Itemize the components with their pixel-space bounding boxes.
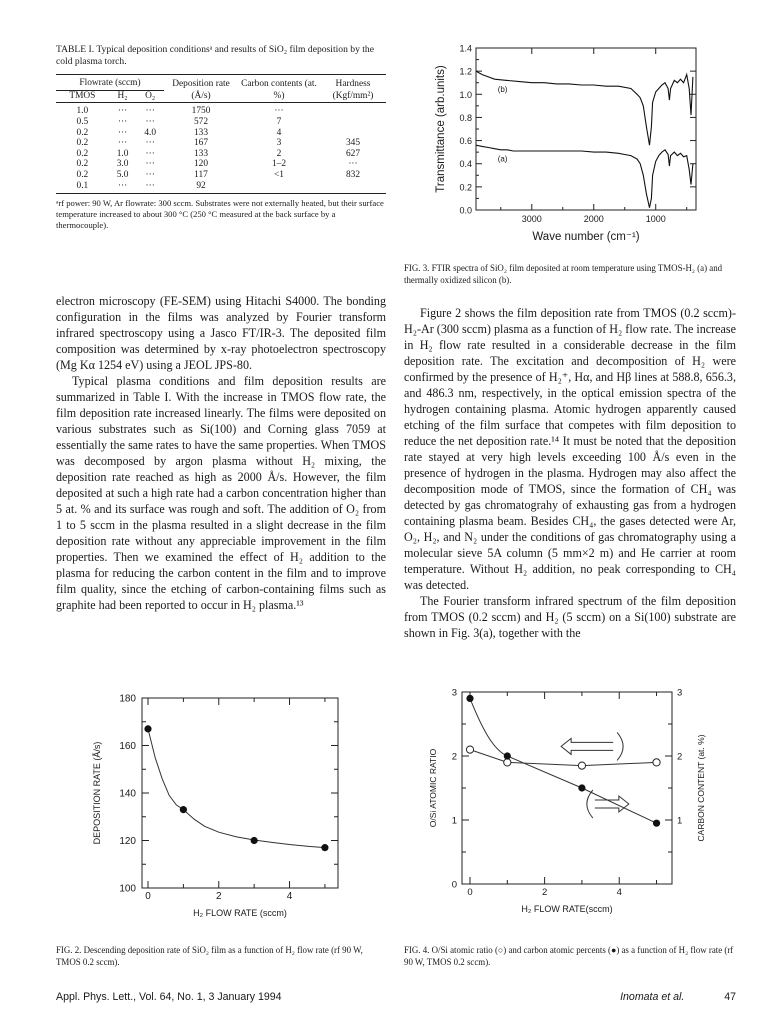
deposition-table bbox=[56, 74, 386, 191]
plot-frame bbox=[462, 692, 672, 884]
x-tick-label: 3000 bbox=[521, 214, 542, 224]
table-cell: 832 bbox=[345, 170, 361, 181]
y-axis-label: DEPOSITION RATE (Å/s) bbox=[92, 741, 102, 845]
x-axis-label: Wave number (cm⁻¹) bbox=[532, 231, 640, 243]
table-cell: 5.0 bbox=[116, 170, 129, 181]
table-cell: ··· bbox=[117, 117, 128, 128]
table-cell: ··· bbox=[145, 138, 155, 149]
fig3-chart bbox=[404, 40, 740, 258]
page-number: 47 bbox=[724, 991, 736, 1003]
y2-tick-label: 2 bbox=[677, 751, 683, 763]
fig4-chart bbox=[420, 680, 720, 935]
table-row bbox=[56, 128, 386, 139]
y-tick-label: 100 bbox=[119, 883, 136, 895]
table-cell: 133 bbox=[193, 127, 209, 138]
series-label-a: (a) bbox=[497, 154, 508, 164]
x-tick-label: 0 bbox=[145, 891, 151, 902]
y-tick-label: 3 bbox=[451, 687, 457, 699]
data-point bbox=[144, 725, 151, 732]
paragraph: Typical plasma conditions and film deposition results are summarized in Table I. With the increase in TMOS flow rate, the film deposition rate increased linearly. The films were deposited on various substrates such as Si(100) and Corning glass 7059 at essentially the same rates to have the same properties. When TMOS was decomposed by argon plasma without H₂ mixing, the deposition rate reached as high as 2000 Å/s. However, the film deposited at such a high rate had a carbon concentration higher than 5 at. % and its surface was rough and soft. The addition of O₂ from 1 to 5 sccm in the plasma resulted in a slight decrease in the film deposition rate without any appreciable improvement in the film properties. Then we examined the effect of H₂ addition to the plasma for reducing the carbon content in the film and to improve film quality, since the etching of carbon-containing films such as graphite had been reported to occur in H₂ plasma.¹³ bbox=[56, 374, 386, 612]
x-tick-label: 4 bbox=[616, 887, 622, 898]
table-cell: ··· bbox=[117, 106, 128, 117]
series-label-b: (b) bbox=[497, 84, 508, 94]
y-tick-label: 120 bbox=[119, 836, 136, 847]
left-column-text bbox=[56, 293, 386, 613]
y-tick-label: 0.4 bbox=[459, 159, 472, 170]
table-cell: ··· bbox=[145, 159, 155, 170]
table-cell: 1–2 bbox=[271, 159, 287, 170]
spectrum-line-a bbox=[476, 145, 693, 208]
table-cell bbox=[320, 128, 386, 139]
y-tick-label: 0.2 bbox=[459, 182, 472, 193]
table-cell: ··· bbox=[145, 106, 155, 117]
oxygen-ratio-line bbox=[470, 750, 657, 766]
y-tick-label: 1.4 bbox=[459, 43, 472, 54]
right-arrow-icon bbox=[595, 796, 629, 812]
x-tick-label: 2000 bbox=[583, 214, 604, 224]
data-point bbox=[180, 806, 187, 813]
table-cell: ··· bbox=[348, 159, 358, 170]
table-cell: ··· bbox=[145, 180, 155, 191]
table-cell: ··· bbox=[117, 180, 128, 191]
y2-tick-label: 1 bbox=[677, 815, 683, 827]
fig3-caption: FIG. 3. FTIR spectra of SiO₂ film deposited at room temperature using TMOS-H₂ (a) and thermally oxidized silicon (b). bbox=[404, 263, 723, 285]
fig2-caption: FIG. 2. Descending deposition rate of SiO₂ film as a function of H₂ flow rate (rf 90 W, TMOS 0.2 sccm). bbox=[56, 945, 363, 967]
table-cell: 0.5 bbox=[76, 117, 89, 128]
table-cell: 120 bbox=[193, 159, 209, 170]
y-tick-label: 0.0 bbox=[459, 205, 472, 216]
table-cell bbox=[238, 181, 320, 192]
table-cell: ··· bbox=[145, 117, 155, 128]
table-row bbox=[56, 181, 386, 192]
table-cell bbox=[320, 103, 386, 117]
table-cell: ··· bbox=[145, 148, 155, 159]
table-cell bbox=[320, 181, 386, 192]
table-cell: ··· bbox=[117, 138, 128, 149]
table-row bbox=[56, 117, 386, 128]
data-point bbox=[251, 837, 258, 844]
y-tick-label: 180 bbox=[119, 693, 136, 705]
header-tmos: TMOS bbox=[69, 90, 96, 101]
y-tick-label: 0.6 bbox=[459, 136, 472, 147]
y-tick-label: 160 bbox=[119, 741, 136, 752]
header-hardness: Hardness (Kgf/mm²) bbox=[332, 78, 374, 101]
header-h2: H₂ bbox=[117, 90, 128, 101]
table-body bbox=[56, 103, 386, 191]
arc-marker bbox=[617, 732, 623, 760]
y-tick-label: 0.8 bbox=[459, 112, 472, 123]
table-cell bbox=[320, 117, 386, 128]
table-cell: 3 bbox=[276, 138, 282, 149]
table-row bbox=[56, 170, 386, 181]
x-axis-label: H₂ FLOW RATE(sccm) bbox=[521, 904, 613, 914]
y-tick-label: 1.2 bbox=[459, 66, 472, 77]
table-cell: 7 bbox=[276, 117, 282, 128]
table-row bbox=[56, 103, 386, 117]
table-cell: 3.0 bbox=[116, 159, 129, 170]
table-cell: 117 bbox=[194, 170, 208, 181]
table-cell: 627 bbox=[345, 148, 361, 159]
header-o2: O₂ bbox=[145, 90, 156, 101]
open-data-point bbox=[504, 759, 511, 766]
table-row bbox=[56, 149, 386, 160]
table-row bbox=[56, 159, 386, 170]
open-data-point bbox=[578, 762, 585, 769]
x-tick-label: 2 bbox=[541, 887, 548, 898]
right-column-text bbox=[404, 305, 736, 641]
x-axis-label: H₂ FLOW RATE (sccm) bbox=[193, 908, 287, 918]
table-cell: 133 bbox=[193, 148, 209, 159]
y-axis-label: Transmittance (arb.units) bbox=[435, 65, 447, 193]
table-cell: 1.0 bbox=[76, 106, 89, 117]
footer-right bbox=[620, 991, 736, 1003]
y-tick-label: 140 bbox=[119, 788, 136, 800]
y2-axis-label: CARBON CONTENT (at. %) bbox=[696, 734, 706, 842]
table-cell: 0.1 bbox=[76, 180, 89, 191]
plot-frame bbox=[476, 48, 696, 210]
filled-data-point bbox=[653, 820, 660, 827]
y-tick-label: 1 bbox=[451, 815, 457, 827]
x-tick-label: 2 bbox=[215, 891, 222, 902]
open-data-point bbox=[653, 759, 660, 766]
spectrum-line-b bbox=[476, 71, 693, 145]
header-carbon: Carbon contents (at. %) bbox=[241, 78, 317, 101]
table-cell: 0.2 bbox=[76, 170, 89, 181]
plot-frame bbox=[142, 698, 338, 888]
table-cell: 4 bbox=[276, 127, 282, 138]
table-cell: 572 bbox=[193, 117, 209, 128]
table-cell: 0.2 bbox=[76, 127, 89, 138]
header-flowrate: Flowrate (sccm) bbox=[56, 74, 164, 90]
table-row bbox=[56, 138, 386, 149]
table-cell: ··· bbox=[117, 127, 128, 138]
journal-citation: Appl. Phys. Lett., Vol. 64, No. 1, 3 January 1994 bbox=[56, 991, 282, 1003]
filled-data-point bbox=[578, 784, 585, 791]
table-caption: TABLE I. Typical deposition conditionsᵃ and results of SiO₂ film deposition by the cold plasma torch. bbox=[56, 44, 374, 67]
table-cell: ··· bbox=[145, 170, 155, 181]
y-tick-label: 2 bbox=[451, 751, 457, 763]
table-cell: 1750 bbox=[191, 106, 211, 117]
table-cell: ··· bbox=[274, 106, 284, 117]
fig2-chart bbox=[80, 690, 370, 935]
paragraph: electron microscopy (FE-SEM) using Hitachi S4000. The bonding configuration in the films was analyzed by Fourier transform infrared spectroscopy using a Jasco FT/IR-3. The deposited film composition was determined by x-ray photoelectron spectroscopy (Mg Kα 1254 eV) using a JEOL JPS-80. bbox=[56, 294, 386, 372]
table-footnote: ᵃrf power: 90 W, Ar flowrate: 300 sccm. Substrates were not externally heated, but their surface temperature increased to about 300 °C (250 °C measured at the back surface by a thermocouple). bbox=[56, 198, 384, 230]
fit-curve bbox=[148, 729, 325, 848]
table-cell: 92 bbox=[196, 180, 206, 191]
y-axis-label: O/Si ATOMIC RATIO bbox=[428, 748, 438, 828]
paragraph: Figure 2 shows the film deposition rate from TMOS (0.2 sccm)-H₂-Ar (300 sccm) plasma as a function of H₂ flow rate. The increase in H₂ flow rate resulted in a considerable decrease in the film deposition rate. The excitation and decomposition of H₂ were confirmed by the presence of H₂⁺, Hα, and Hβ lines at 588.8, 656.3, and 486.3 nm, respectively, in the optical emission spectra of the hydrogen containing plasma. Atomic hydrogen apparently caused etching of the film surface that competes with film deposition to reduce the net deposition rate.¹⁴ It must be noted that the deposition rate stayed at very high levels exceeding 100 Å/s even in the presence of hydrogen in the plasma. Hydrogen may also affect the decomposition mode of TMOS, since the formation of CH₄ was detected by gas chromatograhy of exhausting gas from a hydrogen containing plasma beam. Besides CH₄, the gases detected were Ar, O₂, H₂, and N₂ under the conditions of gas chromatography using a molecular sieve 5A column (5 mm×2 m) and He carrier at room temperature. Without H₂ addition, no peak corresponding to CH₄ was detected. bbox=[404, 306, 736, 592]
data-point bbox=[321, 844, 328, 851]
left-arrow-icon bbox=[561, 738, 613, 754]
filled-data-point bbox=[466, 695, 473, 702]
table-cell: 0.2 bbox=[76, 159, 89, 170]
open-data-point bbox=[466, 746, 473, 753]
table-cell: 0.2 bbox=[76, 138, 89, 149]
y2-tick-label: 3 bbox=[677, 687, 683, 699]
table-cell: 4.0 bbox=[144, 127, 157, 138]
header-rate: Deposition rate (Å/s) bbox=[172, 78, 230, 101]
table-1 bbox=[56, 44, 386, 230]
table-cell: 167 bbox=[193, 138, 209, 149]
table-cell: 2 bbox=[276, 148, 282, 159]
paragraph: The Fourier transform infrared spectrum of the film deposition from TMOS (0.2 sccm) and H₂ (5 sccm) on a Si(100) substrate are shown in Fig. 3(a), together with the bbox=[404, 594, 736, 640]
x-tick-label: 0 bbox=[467, 887, 473, 898]
arc-marker bbox=[587, 790, 593, 818]
table-cell: 1.0 bbox=[116, 148, 129, 159]
table-cell: 0.2 bbox=[76, 148, 89, 159]
table-cell: <1 bbox=[274, 170, 284, 181]
filled-data-point bbox=[504, 752, 511, 759]
y-tick-label: 0 bbox=[451, 879, 457, 891]
footer-authors: Inomata et al. bbox=[620, 991, 685, 1003]
table-cell: 345 bbox=[345, 138, 361, 149]
x-tick-label: 4 bbox=[286, 891, 293, 902]
y-tick-label: 1.0 bbox=[459, 89, 472, 100]
fig4-caption: FIG. 4. O/Si atomic ratio (○) and carbon atomic percents (●) as a function of H₂ flow rate (rf 90 W, TMOS 0.2 sccm). bbox=[404, 945, 734, 967]
x-tick-label: 1000 bbox=[645, 214, 666, 224]
